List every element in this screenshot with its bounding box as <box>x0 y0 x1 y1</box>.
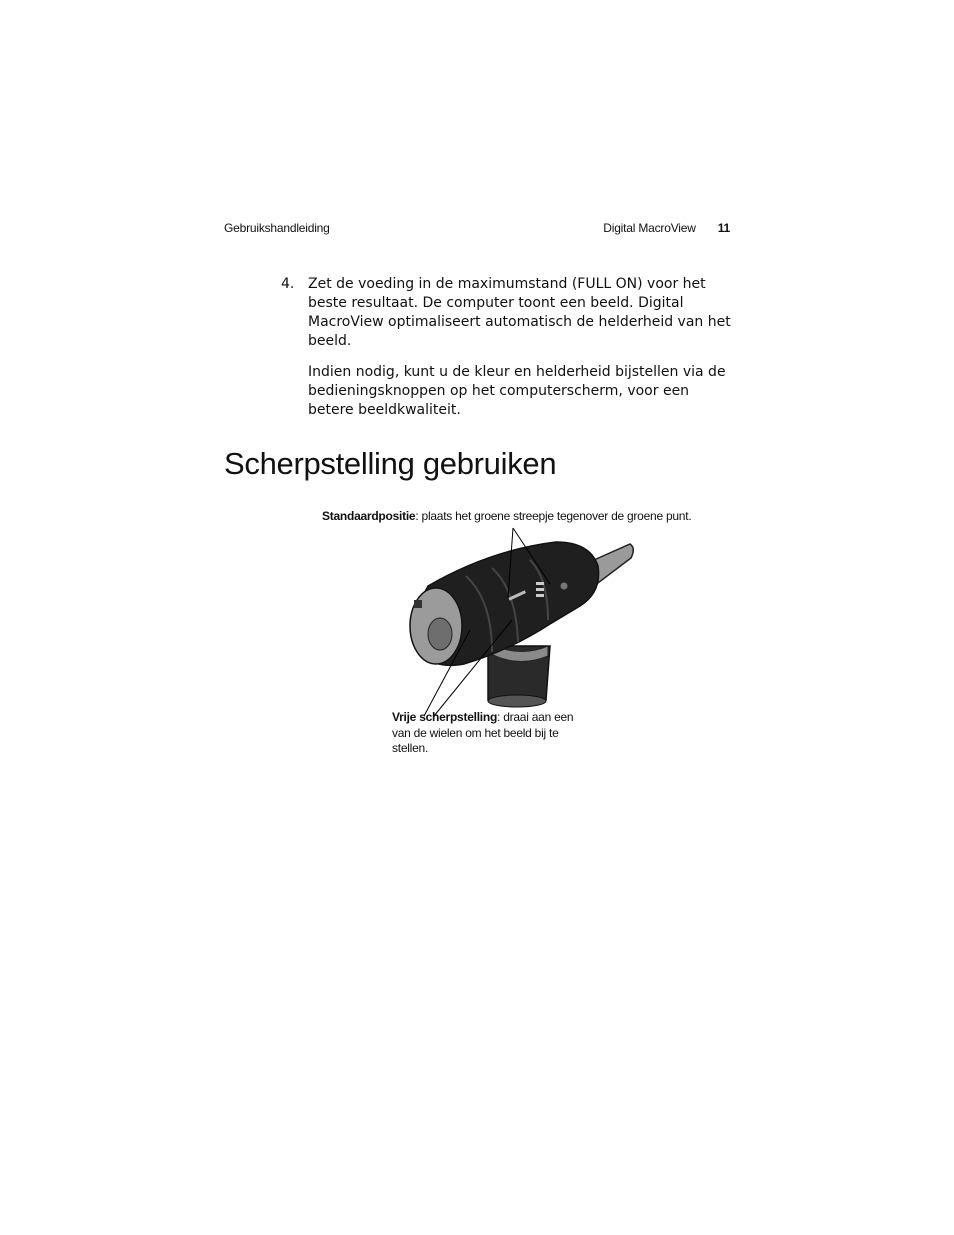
step-number: 4. <box>281 276 295 292</box>
section-title: Scherpstelling gebruiken <box>224 446 557 481</box>
callout-free-focus-term: Vrije scherpstelling <box>392 710 498 724</box>
header-right <box>603 221 730 235</box>
macroview-camera-illustration <box>380 520 660 720</box>
page-number: 11 <box>717 221 730 235</box>
callout-free-focus <box>392 710 574 757</box>
step-4 <box>281 275 731 432</box>
step-paragraph-1: Zet de voeding in de maximumstand (FULL ON) voor het beste resultaat. De computer toont een beeld. Digital MacroView optimaliseert automatisch de helderheid van het beeld. <box>308 276 731 349</box>
running-header <box>224 221 730 239</box>
camera-handle-base <box>488 695 546 707</box>
header-manual-title: Gebruikshandleiding <box>224 221 330 235</box>
header-product-name: Digital MacroView <box>603 221 696 235</box>
callout-standard-text: : plaats het groene streepje tegenover de groene punt. <box>415 509 692 523</box>
step-body <box>308 275 731 420</box>
focus-marker-dot <box>560 582 568 590</box>
callout-standard-term: Standaardpositie <box>322 509 416 523</box>
step-paragraph-2: Indien nodig, kunt u de kleur en helderheid bijstellen via de bedieningsknoppen op het computerscherm, voor een betere beeldkwaliteit. <box>308 364 726 418</box>
callout-free-focus-text: : draai aan een van de wielen om het beeld bij te stellen. <box>392 710 574 755</box>
